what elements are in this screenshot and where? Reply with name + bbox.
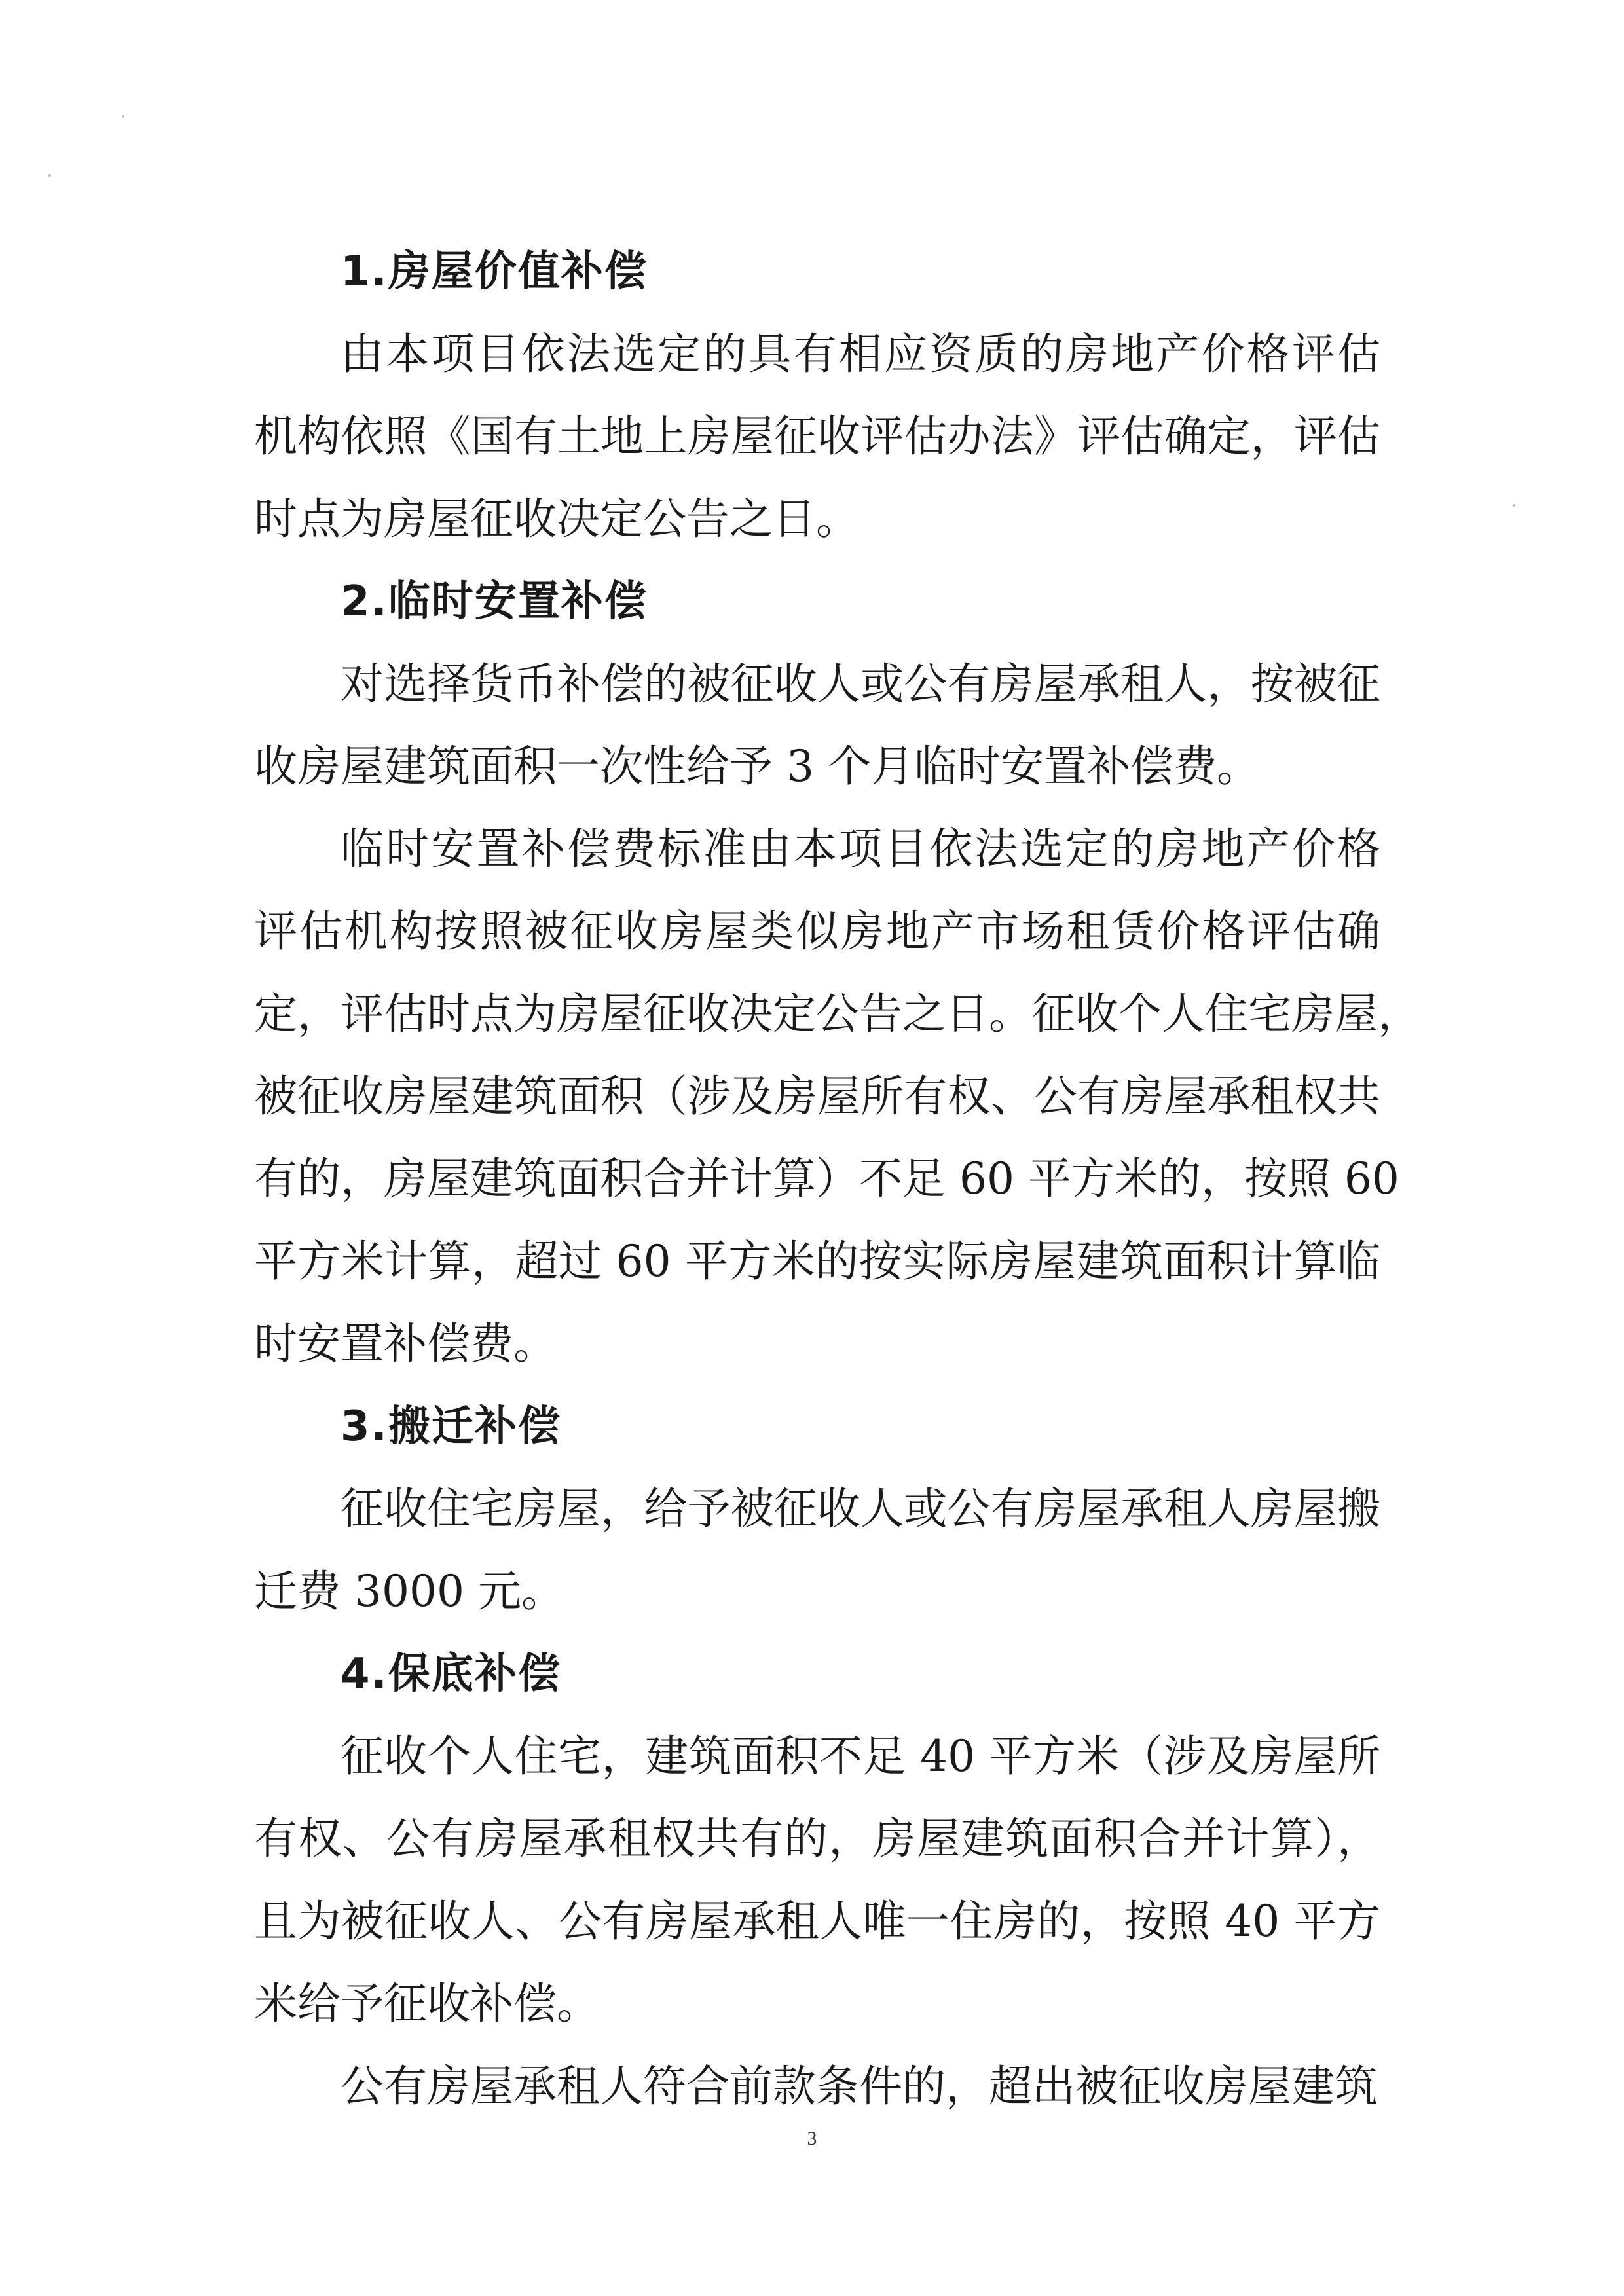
paragraph [254,808,1421,1385]
text-line: 有权、公有房屋承租权共有的，房屋建筑面积合并计算）， [254,1813,1380,1864]
section-heading: 4.保底补偿 [341,1650,561,1698]
text-line: 有的，房屋建筑面积合并计算）不足 60 平方米的，按照 60 [254,1154,1399,1204]
text-line: 对选择货币补偿的被征收人或公有房屋承租人，按被征 [341,659,1380,709]
text-line: 且为被征收人、公有房屋承租人唯一住房的，按照 40 平方 [254,1896,1380,1946]
paragraph [254,1468,1380,1633]
text-line: 被征收房屋建筑面积（涉及房屋所有权、公有房屋承租权共 [254,1071,1380,1121]
text-line: 定，评估时点为房屋征收决定公告之日。征收个人住宅房屋， [254,989,1421,1039]
paragraph [254,313,1380,560]
text-line: 征收住宅房屋，给予被征收人或公有房屋承租人房屋搬 [341,1484,1380,1534]
document-body [254,230,1421,2128]
text-line: 收房屋建筑面积一次性给予 3 个月临时安置补偿费。 [254,741,1260,792]
section-heading: 1.房屋价值补偿 [341,247,648,296]
scan-speck [122,115,124,118]
scan-speck [48,174,51,177]
text-line: 时点为房屋征收决定公告之日。 [254,494,859,544]
scan-speck [1513,504,1515,507]
text-line: 公有房屋承租人符合前款条件的，超出被征收房屋建筑 [341,2061,1378,2111]
text-line: 评估机构按照被征收房屋类似房地产市场租赁价格评估确 [254,906,1380,957]
text-line: 时安置补偿费。 [254,1319,557,1369]
text-line: 机构依照《国有土地上房屋征收评估办法》评估确定，评估 [254,411,1380,462]
section-heading: 2.临时安置补偿 [341,577,648,626]
text-line: 迁费 3000 元。 [254,1566,564,1616]
page-number: 3 [807,2128,817,2149]
text-line: 平方米计算，超过 60 平方米的按实际房屋建筑面积计算临 [254,1236,1380,1286]
text-line: 米给予征收补偿。 [254,1978,600,2029]
text-line: 征收个人住宅，建筑面积不足 40 平方米（涉及房屋所 [341,1731,1380,1781]
text-line: 临时安置补偿费标准由本项目依法选定的房地产价格 [341,824,1380,874]
paragraph [254,643,1380,808]
paragraph [254,2045,1380,2128]
section-heading: 3.搬迁补偿 [341,1402,561,1451]
text-line: 由本项目依法选定的具有相应资质的房地产价格评估 [341,329,1380,379]
paragraph [254,1715,1380,2045]
